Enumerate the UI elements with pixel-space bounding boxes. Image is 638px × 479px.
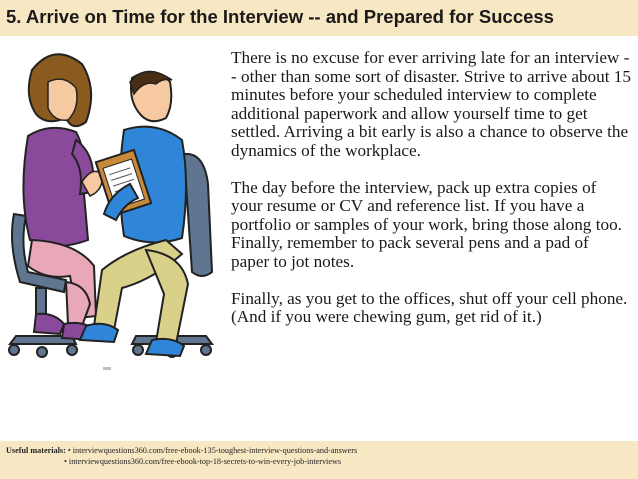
small-mark-icon <box>102 366 112 371</box>
footer-label: Useful materials: <box>6 446 66 455</box>
paragraph-pack-materials: The day before the interview, pack up extra copies of your resume or CV and reference list. If you have a portfolio or samples of your work, bring those along too. Finally, remember to pack several pens and a pad of paper to jot notes. <box>231 177 622 271</box>
interview-clipart-icon <box>6 44 220 374</box>
body-text <box>231 49 631 327</box>
paragraph-phone-off: Finally, as you get to the offices, shut off your cell phone. (And if you were chewing gum, get rid of it.) <box>231 288 628 327</box>
footer-link-1[interactable]: • interviewquestions360.com/free-ebook-135-toughest-interview-questions-and-answers <box>67 446 358 455</box>
footer-link-2[interactable]: • interviewquestions360.com/free-ebook-top-18-secrets-to-win-every-job-interviews <box>64 457 342 466</box>
paragraph-arrive-early: There is no excuse for ever arriving late for an interview -- other than some sort of disaster. Strive to arrive about 15 minutes before your scheduled interview to complete additional paperwork and allow yourself time to get settled. Arriving a bit early is also a chance to observe the dynamics of the workplace. <box>231 48 631 160</box>
slide-title: 5. Arrive on Time for the Interview -- and Prepared for Success <box>6 6 554 27</box>
footer-text <box>6 445 357 467</box>
